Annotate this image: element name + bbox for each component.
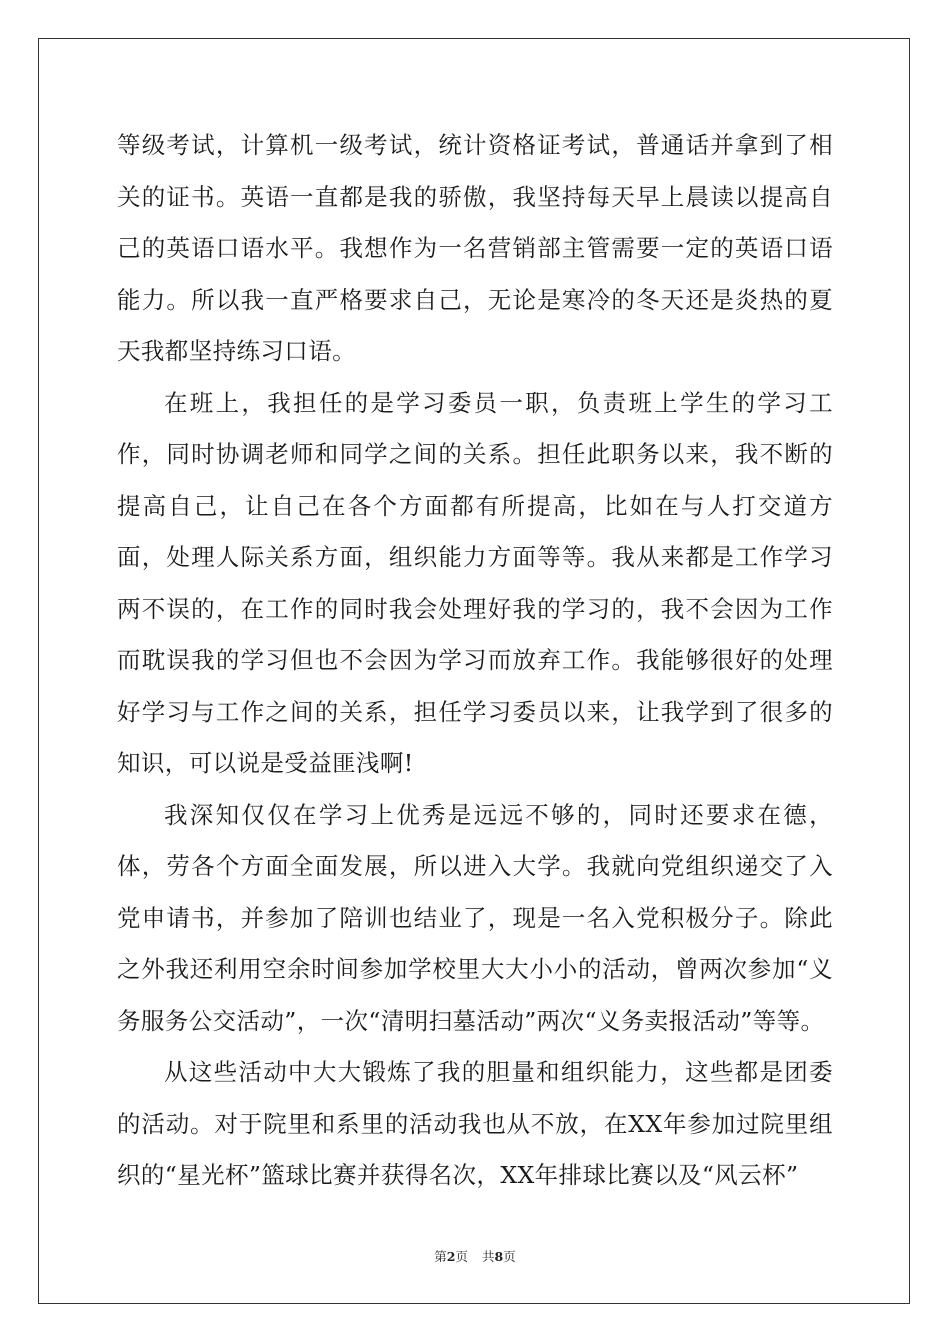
paragraph-4: 从这些活动中大大锻炼了我的胆量和组织能力，这些都是团委的活动。对于院里和系里的活动我也从不放，在XX年参加过院里组织的“星光杯”篮球比赛并获得名次，XX年排球比赛以及“风云杯”: [117, 1058, 833, 1189]
total-pages-unit: 页: [503, 1249, 516, 1264]
paragraph-3: 我深知仅仅在学习上优秀是远远不够的，同时还要求在德，体，劳各个方面全面发展，所以进入大学。我就向党组织递交了入党申请书，并参加了陪训也结业了，现是一名入党积极分子。除此之外我还利用空余时间参加学校里大大小小的活动，曾两次参加“义务服务公交活动”，一次“清明扫墓活动”两次“义务卖报活动”等等。: [117, 800, 833, 1035]
total-page-count: 8: [494, 1249, 504, 1264]
total-pages-prefix: 共: [482, 1249, 495, 1264]
current-page-number: 2: [446, 1249, 456, 1264]
page-number-unit: 页: [455, 1249, 468, 1264]
paragraph-2: 在班上，我担任的是学习委员一职，负责班上学生的学习工作，同时协调老师和同学之间的关系。担任此职务以来，我不断的提高自己，让自己在各个方面都有所提高，比如在与人打交道方面，处理人际关系方面，组织能力方面等等。我从来都是工作学习两不误的，在工作的同时我会处理好我的学习的，我不会因为工作而耽误我的学习但也不会因为学习而放弃工作。我能够很好的处理好学习与工作之间的关系，担任学习委员以来，让我学到了很多的知识，可以说是受益匪浅啊!: [117, 388, 833, 777]
page-footer: [0, 1247, 950, 1265]
document-body: [117, 120, 833, 1202]
page-number-prefix: 第: [434, 1249, 447, 1264]
paragraph-1: 等级考试，计算机一级考试，统计资格证考试，普通话并拿到了相关的证书。英语一直都是我的骄傲，我坚持每天早上晨读以提高自己的英语口语水平。我想作为一名营销部主管需要一定的英语口语能力。所以我一直严格要求自己，无论是寒冷的冬天还是炎热的夏天我都坚持练习口语。: [117, 131, 833, 365]
